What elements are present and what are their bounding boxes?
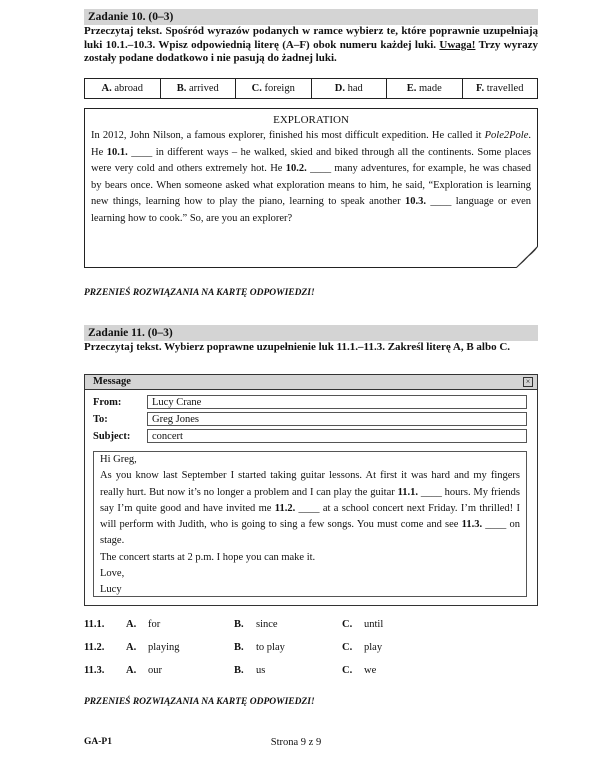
option-letter: B. (176, 83, 187, 94)
option-a-text[interactable]: playing (148, 642, 180, 653)
option-letter-b[interactable]: B. (234, 642, 244, 653)
option-word: had (347, 83, 363, 94)
question-11-3 (84, 663, 538, 679)
to-field[interactable]: Greg Jones (147, 412, 527, 426)
gap-11-1: 11.1. (397, 486, 418, 498)
message-line: The concert starts at 2 p.m. I hope you can make it. (100, 551, 316, 563)
option-a-text[interactable]: our (148, 665, 162, 676)
option-letter-b[interactable]: B. (234, 619, 244, 630)
text-title: EXPLORATION (273, 114, 349, 126)
signature: Lucy (100, 584, 122, 596)
close-icon[interactable]: × (523, 377, 533, 387)
text-part: ____ at a school concert next Friday. I’m thrilled! I will perform with Judith, who is going to sing a few songs. You must come and see (100, 502, 521, 531)
closing: Love, (100, 568, 125, 580)
option-letter-c[interactable]: C. (342, 642, 353, 653)
subject-field[interactable]: concert (147, 429, 527, 443)
task-11-header: Zadanie 11. (0–3) (84, 325, 538, 341)
option-a-text[interactable]: for (148, 619, 161, 630)
option-word: made (419, 83, 442, 94)
option-b-text[interactable]: to play (256, 642, 285, 653)
option-letter: F. (476, 83, 485, 94)
subject-row (85, 429, 537, 444)
message-paragraph (100, 468, 520, 549)
option-a (85, 79, 161, 98)
page-curl-icon (516, 246, 538, 268)
text-part: ____ hours. My friends say I’m quite good and have invited me (100, 486, 520, 514)
text-part: In 2012, John Nilson, a famous explorer, finished his most difficult expedition. He called it (91, 130, 485, 141)
option-word: foreign (264, 83, 295, 94)
question-number: 11.2. (84, 642, 105, 653)
option-c-text[interactable]: until (364, 619, 384, 630)
task-10-header: Zadanie 10. (0–3) (84, 9, 538, 25)
text-part: ____ language or even learning how to cook.” So, are you an explorer? (91, 196, 532, 224)
greeting: Hi Greg, (100, 454, 137, 465)
option-e (387, 79, 463, 98)
option-letter-c[interactable]: C. (342, 619, 353, 630)
subject-label: Subject: (93, 431, 131, 442)
option-b (161, 79, 237, 98)
option-letter: C. (251, 83, 262, 94)
uwaga-text: Trzy wyrazy zostały podane dodatkowo i nie pasują do żadnej luki. (84, 38, 539, 64)
transfer-note-11: PRZENIEŚ ROZWIĄZANIA NA KARTĘ ODPOWIEDZI! (84, 697, 315, 707)
option-c-text[interactable]: we (364, 665, 377, 676)
question-11-2 (84, 640, 538, 656)
instruction-text: Przeczytaj tekst. Spośród wyrazów podanych w ramce wybierz te, które poprawnie uzupełniają luki 10.1.–10.3. Wpisz odpowiednią literę (A–F) obok numeru każdej luki. (84, 25, 538, 51)
transfer-note-10: PRZENIEŚ ROZWIĄZANIA NA KARTĘ ODPOWIEDZI! (84, 288, 315, 298)
uwaga-label: Uwaga! (439, 38, 476, 51)
exploration-text-box (84, 108, 538, 268)
option-b-text[interactable]: us (256, 665, 266, 676)
text-italic: Pole2Pole (484, 130, 529, 141)
page-number: Strona 9 z 9 (270, 737, 322, 748)
gap-10-3: 10.3. (404, 196, 426, 207)
gap-10-1: 10.1. (106, 146, 128, 158)
option-c (236, 79, 312, 98)
from-field[interactable]: Lucy Crane (147, 395, 527, 409)
option-word: arrived (189, 83, 219, 94)
message-titlebar (85, 375, 537, 390)
option-b-text[interactable]: since (256, 619, 278, 630)
option-word: travelled (486, 83, 524, 94)
text-part: ____ in different ways – he walked, skied and biked through all the continents. Some places were very cold and others extremely hot. He (91, 146, 531, 174)
option-letter-b[interactable]: B. (234, 665, 244, 676)
question-11-1 (84, 617, 538, 633)
exploration-paragraph (91, 128, 531, 227)
option-letter: A. (101, 83, 112, 94)
gap-11-3: 11.3. (461, 519, 483, 531)
option-letter: E. (406, 83, 417, 94)
from-label: From: (93, 397, 122, 408)
window-title: Message (93, 376, 131, 387)
option-d (312, 79, 388, 98)
message-window (84, 374, 538, 606)
question-number: 11.1. (84, 619, 105, 630)
word-options-table (84, 78, 538, 99)
gap-10-2: 10.2. (285, 163, 307, 174)
text-part: . He (91, 130, 531, 158)
option-letter-a[interactable]: A. (126, 665, 137, 676)
message-body[interactable] (93, 451, 527, 597)
option-f (463, 79, 538, 98)
option-letter-c[interactable]: C. (342, 665, 353, 676)
text-part: ____ many adventures, for example, he was chased by bears once. When someone asked what exploration means to him, he said, “Exploration is learning new things, learning how to play the piano, learning to speak another (91, 163, 531, 207)
task-11-instruction: Przeczytaj tekst. Wybierz poprawne uzupełnienie luk 11.1.–11.3. Zakreśl literę A, B albo C. (84, 341, 511, 353)
option-letter-a[interactable]: A. (126, 642, 137, 653)
option-letter: D. (334, 83, 345, 94)
gap-11-2: 11.2. (274, 502, 296, 514)
text-part: ____ on stage. (100, 519, 520, 547)
option-c-text[interactable]: play (364, 642, 383, 653)
text-part: As you know last September I started taking guitar lessons. At first it was hard and my fingers really hurt. But now it’s no longer a problem and I can play the guitar (100, 470, 520, 498)
option-word: abroad (114, 83, 143, 94)
to-row (85, 412, 537, 427)
option-letter-a[interactable]: A. (126, 619, 137, 630)
to-label: To: (93, 414, 108, 425)
question-number: 11.3. (84, 665, 105, 676)
task-10-instruction (84, 25, 538, 66)
exam-code: GA-P1 (84, 737, 112, 747)
from-row (85, 395, 537, 410)
